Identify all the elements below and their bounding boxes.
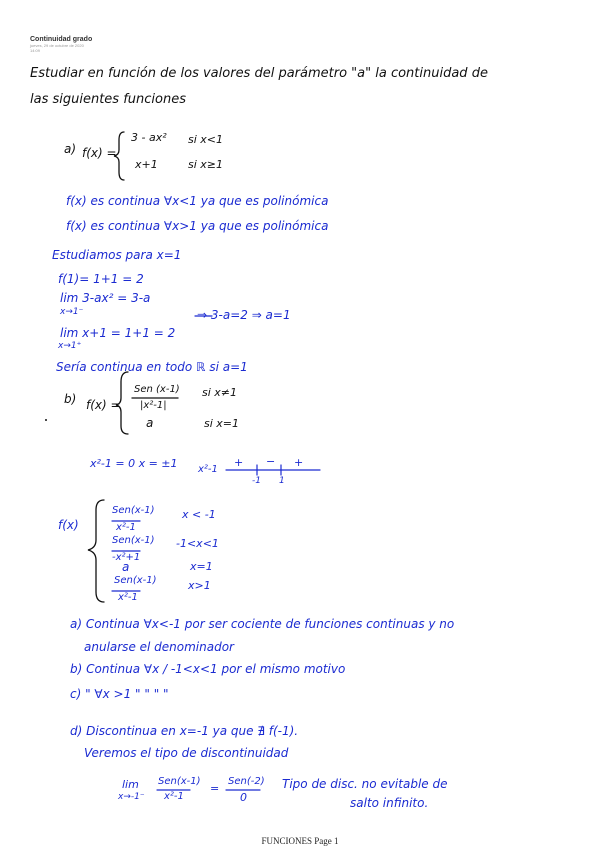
piecewise-fx: f(x) [58,518,79,532]
part-a-lim-left-sub: x→1⁻ [60,307,84,317]
discontinuity-type-2: salto infinito. [350,796,429,810]
piece-4-num: Sen(x-1) [114,575,157,586]
part-a-case1-cond: si x<1 [188,133,224,146]
part-a-lim-left: lim 3-ax² = 3-a [60,291,151,305]
analysis-d-line-2: Veremos el tipo de discontinuidad [84,746,289,760]
document-time: 14:09 [30,48,41,53]
sign-chart-tick-1: 1 [279,476,285,486]
part-a-study: Estudiamos para x=1 [52,248,182,262]
limit-label: lim [122,778,139,791]
sign-chart-label: x²-1 [198,464,218,475]
analysis-c: c) " ∀x >1 " " " " [70,687,169,701]
part-b-roots: x²-1 = 0 x = ±1 [90,457,178,470]
piece-1-num: Sen(x-1) [112,505,155,516]
document-date: jueves, 29 de octubre de 2020 [30,43,84,48]
analysis-a-line-2: anularse el denominador [84,640,234,654]
limit-denominator: x²-1 [164,791,184,802]
document-title: Continuidad grado [30,36,93,43]
page-footer: FUNCIONES Page 1 [261,836,339,846]
result-numerator: Sen(-2) [228,776,265,787]
sign-chart-plus-1: + [234,456,244,469]
part-b-numerator: Sen (x-1) [134,384,180,395]
stray-dot [45,419,47,421]
part-a-fx: f(x) = [82,146,117,160]
piece-1-cond: x < -1 [182,508,216,521]
piece-3-expr: a [122,560,130,574]
part-a-conclusion: Sería continua en todo ℝ si a=1 [56,360,248,374]
limit-equals: = [210,782,220,795]
part-a-lim-right: lim x+1 = 1+1 = 2 [60,326,176,340]
part-a-continuity-2: f(x) es continua ∀x>1 ya que es polinómica [66,219,329,233]
piece-2-cond: -1<x<1 [176,537,219,550]
discontinuity-type-1: Tipo de disc. no evitable de [282,777,448,791]
analysis-a-line-1: a) Continua ∀x<-1 por ser cociente de funciones continuas y no [70,617,455,631]
piece-1-den: x²-1 [116,522,136,533]
part-b-denominator: |x²-1| [140,400,167,411]
part-a-continuity-1: f(x) es continua ∀x<1 ya que es polinómica [66,194,329,208]
part-a-case2-cond: si x≥1 [188,158,224,171]
part-a-case2-expr: x+1 [135,158,158,171]
part-b-case2-expr: a [146,416,154,430]
piece-4-den: x²-1 [118,592,138,603]
piece-4-cond: x>1 [188,579,211,592]
piece-2-den: -x²+1 [112,552,141,563]
analysis-d-line-1: d) Discontinua en x=-1 ya que ∄ f(-1). [70,724,299,738]
limit-numerator: Sen(x-1) [158,776,201,787]
limit-subscript: x→-1⁻ [118,792,145,802]
part-b-case1-cond: si x≠1 [202,386,238,399]
analysis-b: b) Continua ∀x / -1<x<1 por el mismo motivo [70,662,346,676]
part-a-lim-right-sub: x→1⁺ [58,341,82,351]
sign-chart-plus-2: + [294,456,304,469]
intro-line-1: Estudiar en función de los valores del parámetro "a" la continuidad de [30,66,488,81]
part-a-f1: f(1)= 1+1 = 2 [58,272,144,286]
part-a-equation: ⇒ 3-a=2 ⇒ a=1 [197,308,291,322]
sign-chart-tick-neg1: -1 [252,476,261,486]
part-a-case1-expr: 3 - ax² [131,131,167,144]
part-a-label: a) [64,142,77,156]
part-b-case2-cond: si x=1 [204,417,240,430]
sign-chart-minus: − [266,455,276,468]
part-b-fx: f(x) = [86,398,121,412]
part-b-label: b) [64,392,77,406]
result-denominator: 0 [240,791,247,804]
piece-3-cond: x=1 [190,560,213,573]
piece-2-num: Sen(x-1) [112,535,155,546]
intro-line-2: las siguientes funciones [30,92,186,107]
